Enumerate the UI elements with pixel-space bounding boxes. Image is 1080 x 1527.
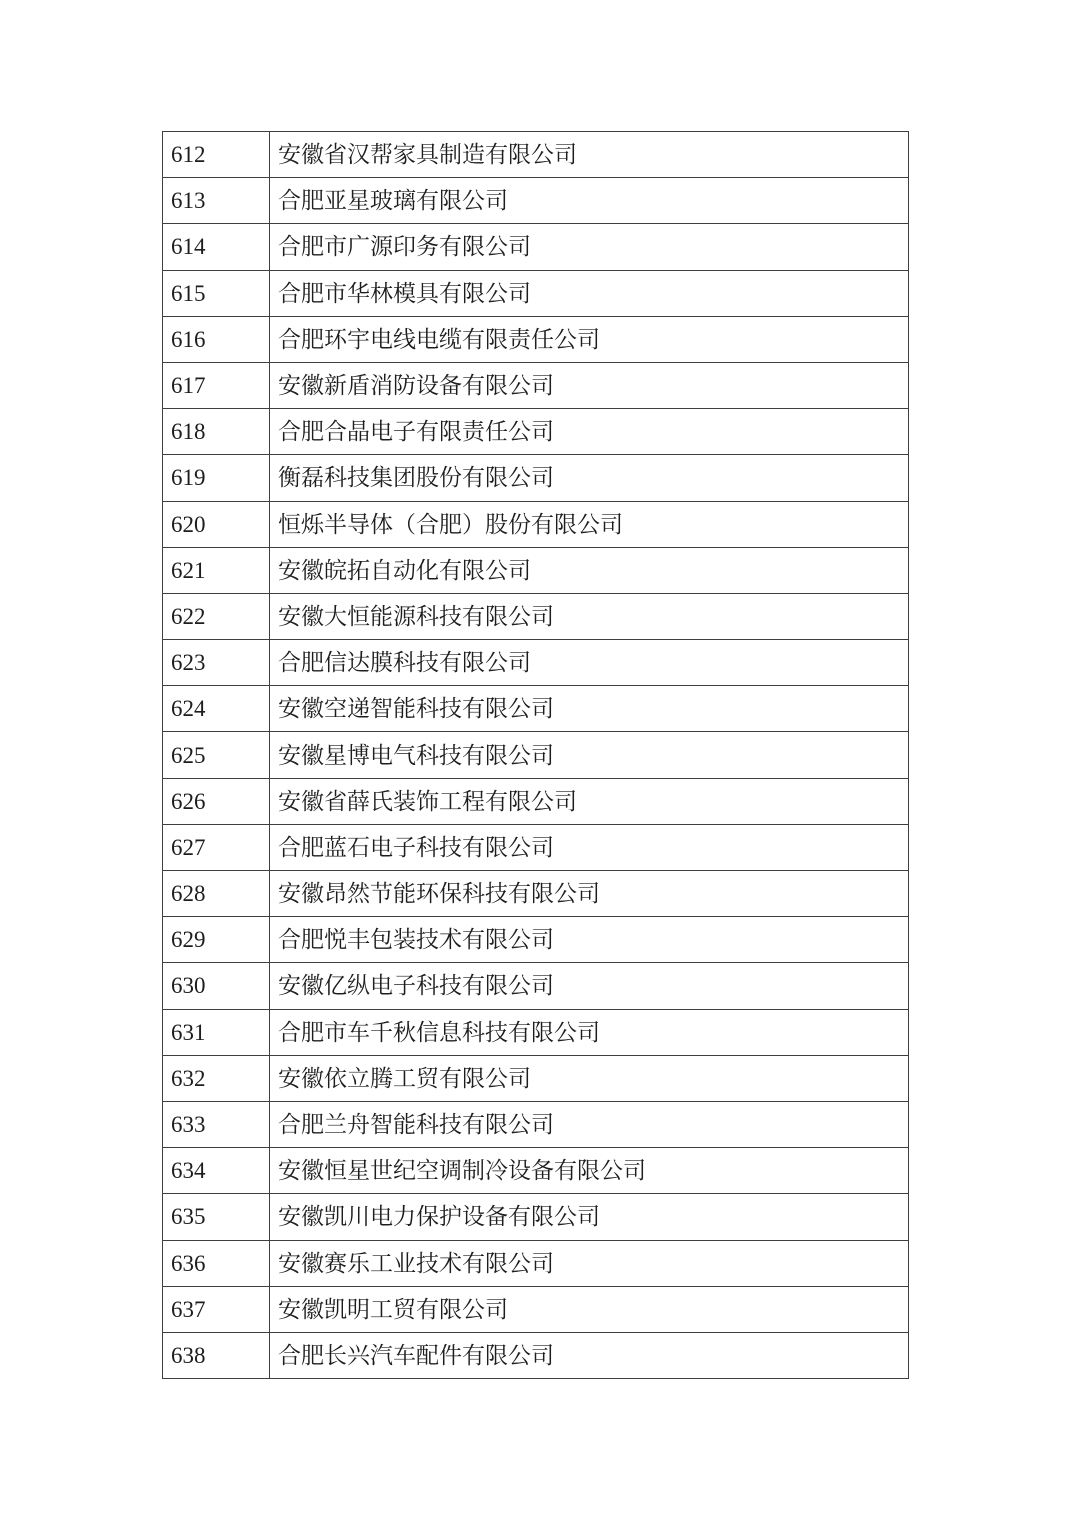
- row-number-cell: 630: [163, 963, 270, 1009]
- table-row: [163, 963, 909, 1009]
- table-row: [163, 1055, 909, 1101]
- company-name-cell: 合肥悦丰包装技术有限公司: [270, 917, 909, 963]
- row-number-cell: 623: [163, 640, 270, 686]
- table-row: [163, 1148, 909, 1194]
- table-row: [163, 871, 909, 917]
- row-number-cell: 631: [163, 1009, 270, 1055]
- company-name-cell: 安徽依立腾工贸有限公司: [270, 1055, 909, 1101]
- company-name-cell: 安徽省汉帮家具制造有限公司: [270, 132, 909, 178]
- company-name-cell: 安徽赛乐工业技术有限公司: [270, 1240, 909, 1286]
- company-name-cell: 合肥合晶电子有限责任公司: [270, 409, 909, 455]
- company-name-cell: 安徽凯川电力保护设备有限公司: [270, 1194, 909, 1240]
- company-table: [162, 131, 909, 1379]
- table-row: [163, 1286, 909, 1332]
- company-name-cell: 安徽亿纵电子科技有限公司: [270, 963, 909, 1009]
- company-name-cell: 安徽新盾消防设备有限公司: [270, 362, 909, 408]
- company-name-cell: 合肥兰舟智能科技有限公司: [270, 1101, 909, 1147]
- row-number-cell: 613: [163, 178, 270, 224]
- company-name-cell: 合肥长兴汽车配件有限公司: [270, 1332, 909, 1378]
- row-number-cell: 633: [163, 1101, 270, 1147]
- company-name-cell: 合肥市华林模具有限公司: [270, 270, 909, 316]
- company-name-cell: 合肥市广源印务有限公司: [270, 224, 909, 270]
- table-row: [163, 1101, 909, 1147]
- row-number-cell: 617: [163, 362, 270, 408]
- company-name-cell: 安徽凯明工贸有限公司: [270, 1286, 909, 1332]
- row-number-cell: 618: [163, 409, 270, 455]
- row-number-cell: 615: [163, 270, 270, 316]
- table-row: [163, 732, 909, 778]
- company-name-cell: 安徽皖拓自动化有限公司: [270, 547, 909, 593]
- table-row: [163, 593, 909, 639]
- company-name-cell: 合肥市车千秋信息科技有限公司: [270, 1009, 909, 1055]
- table-row: [163, 409, 909, 455]
- company-name-cell: 安徽空递智能科技有限公司: [270, 686, 909, 732]
- table-row: [163, 362, 909, 408]
- row-number-cell: 637: [163, 1286, 270, 1332]
- company-name-cell: 合肥亚星玻璃有限公司: [270, 178, 909, 224]
- table-row: [163, 778, 909, 824]
- row-number-cell: 616: [163, 316, 270, 362]
- table-row: [163, 178, 909, 224]
- company-name-cell: 安徽昂然节能环保科技有限公司: [270, 871, 909, 917]
- row-number-cell: 632: [163, 1055, 270, 1101]
- company-name-cell: 恒烁半导体（合肥）股份有限公司: [270, 501, 909, 547]
- company-name-cell: 合肥环宇电线电缆有限责任公司: [270, 316, 909, 362]
- table-row: [163, 686, 909, 732]
- table-row: [163, 132, 909, 178]
- table-row: [163, 1240, 909, 1286]
- table-row: [163, 455, 909, 501]
- row-number-cell: 634: [163, 1148, 270, 1194]
- row-number-cell: 638: [163, 1332, 270, 1378]
- company-name-cell: 衡磊科技集团股份有限公司: [270, 455, 909, 501]
- row-number-cell: 636: [163, 1240, 270, 1286]
- row-number-cell: 628: [163, 871, 270, 917]
- row-number-cell: 626: [163, 778, 270, 824]
- company-name-cell: 安徽大恒能源科技有限公司: [270, 593, 909, 639]
- table-row: [163, 1009, 909, 1055]
- company-name-cell: 安徽省薛氏装饰工程有限公司: [270, 778, 909, 824]
- row-number-cell: 624: [163, 686, 270, 732]
- company-name-cell: 安徽星博电气科技有限公司: [270, 732, 909, 778]
- table-row: [163, 547, 909, 593]
- row-number-cell: 622: [163, 593, 270, 639]
- row-number-cell: 619: [163, 455, 270, 501]
- company-name-cell: 合肥蓝石电子科技有限公司: [270, 824, 909, 870]
- table-row: [163, 824, 909, 870]
- row-number-cell: 635: [163, 1194, 270, 1240]
- row-number-cell: 612: [163, 132, 270, 178]
- company-name-cell: 安徽恒星世纪空调制冷设备有限公司: [270, 1148, 909, 1194]
- table-row: [163, 1194, 909, 1240]
- row-number-cell: 629: [163, 917, 270, 963]
- table-row: [163, 501, 909, 547]
- table-row: [163, 270, 909, 316]
- table-row: [163, 316, 909, 362]
- table-row: [163, 917, 909, 963]
- row-number-cell: 625: [163, 732, 270, 778]
- row-number-cell: 621: [163, 547, 270, 593]
- company-name-cell: 合肥信达膜科技有限公司: [270, 640, 909, 686]
- company-table-body: [163, 132, 909, 1379]
- table-row: [163, 1332, 909, 1378]
- row-number-cell: 620: [163, 501, 270, 547]
- table-row: [163, 640, 909, 686]
- row-number-cell: 614: [163, 224, 270, 270]
- table-row: [163, 224, 909, 270]
- row-number-cell: 627: [163, 824, 270, 870]
